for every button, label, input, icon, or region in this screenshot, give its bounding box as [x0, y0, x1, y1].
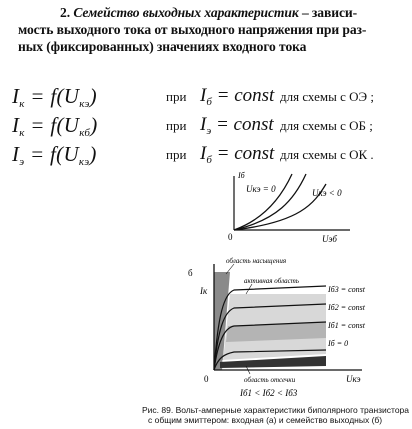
output-characteristics-graph: [186, 254, 386, 404]
caption-line-1: Рис. 89. Вольт-амперные характеристики биполярного транзистора: [142, 405, 410, 415]
term-output-characteristics: Семейство выходных характеристик: [73, 5, 299, 20]
curve-label-ib1: Iб1 = const: [328, 321, 365, 330]
formula-row-oe: [10, 84, 410, 110]
y-axis-label: Iк: [200, 286, 208, 296]
formula: $I_к = f(U_{кэ})$: [12, 84, 97, 110]
x-axis-label: Uэб: [322, 234, 337, 244]
definition-paragraph: [18, 4, 406, 55]
region-cutoff-label: область отсечки: [244, 376, 296, 384]
word-pri: при: [166, 118, 187, 133]
origin-label: 0: [204, 374, 209, 384]
curve-label-zero: Uкэ = 0: [246, 184, 276, 194]
paragraph-line-1: [18, 4, 406, 21]
paragraph-line-3: ных (фиксированных) значениях входного тока: [18, 39, 307, 54]
x-axis-label: Uкэ: [346, 374, 361, 384]
caption-line-2: с общим эмиттером: входная (а) и семейство выходных (б): [148, 415, 383, 425]
condition: $I_э$ = const: [200, 114, 274, 137]
y-axis-label: Iб: [238, 171, 245, 180]
panel-letter-b: б: [188, 268, 193, 278]
word-pri: при: [166, 89, 187, 104]
condition: $I_б$ = const: [200, 143, 275, 166]
curve-label-ib0: Iб = 0: [328, 339, 349, 348]
curve-label-ib3: Iб3 = const: [328, 285, 365, 294]
scheme-label: для схемы с ОБ ;: [280, 118, 373, 133]
formula: $I_к = f(U_{кб})$: [12, 113, 98, 139]
word-pri: при: [166, 147, 187, 162]
formula: $I_э = f(U_{кэ})$: [12, 142, 97, 168]
scheme-label: для схемы с ОЭ ;: [280, 89, 374, 104]
paragraph-line-2: мость выходного тока от выходного напряжения при раз-: [18, 22, 367, 37]
curve-uke-mid: [234, 174, 306, 230]
curve-label-ib2: Iб2 = const: [328, 303, 365, 312]
figure-caption: [142, 405, 412, 425]
paragraph-text: – зависи-: [298, 5, 358, 20]
current-relation: Iб1 < Iб2 < Iб3: [240, 388, 298, 398]
region-active-label: активная область: [244, 277, 299, 285]
region-saturation-label: область насыщения: [226, 257, 287, 265]
origin-label: 0: [228, 232, 233, 242]
curve-label-negative: Uкэ < 0: [312, 188, 342, 198]
item-number: 2.: [60, 5, 70, 20]
formula-row-ob: [10, 113, 410, 139]
input-characteristic-graph: [222, 170, 362, 246]
scheme-label: для схемы с ОК .: [280, 147, 374, 162]
condition: $I_б$ = const: [200, 85, 275, 108]
formula-row-ok: [10, 142, 410, 168]
curve-uke-zero: [234, 174, 292, 230]
